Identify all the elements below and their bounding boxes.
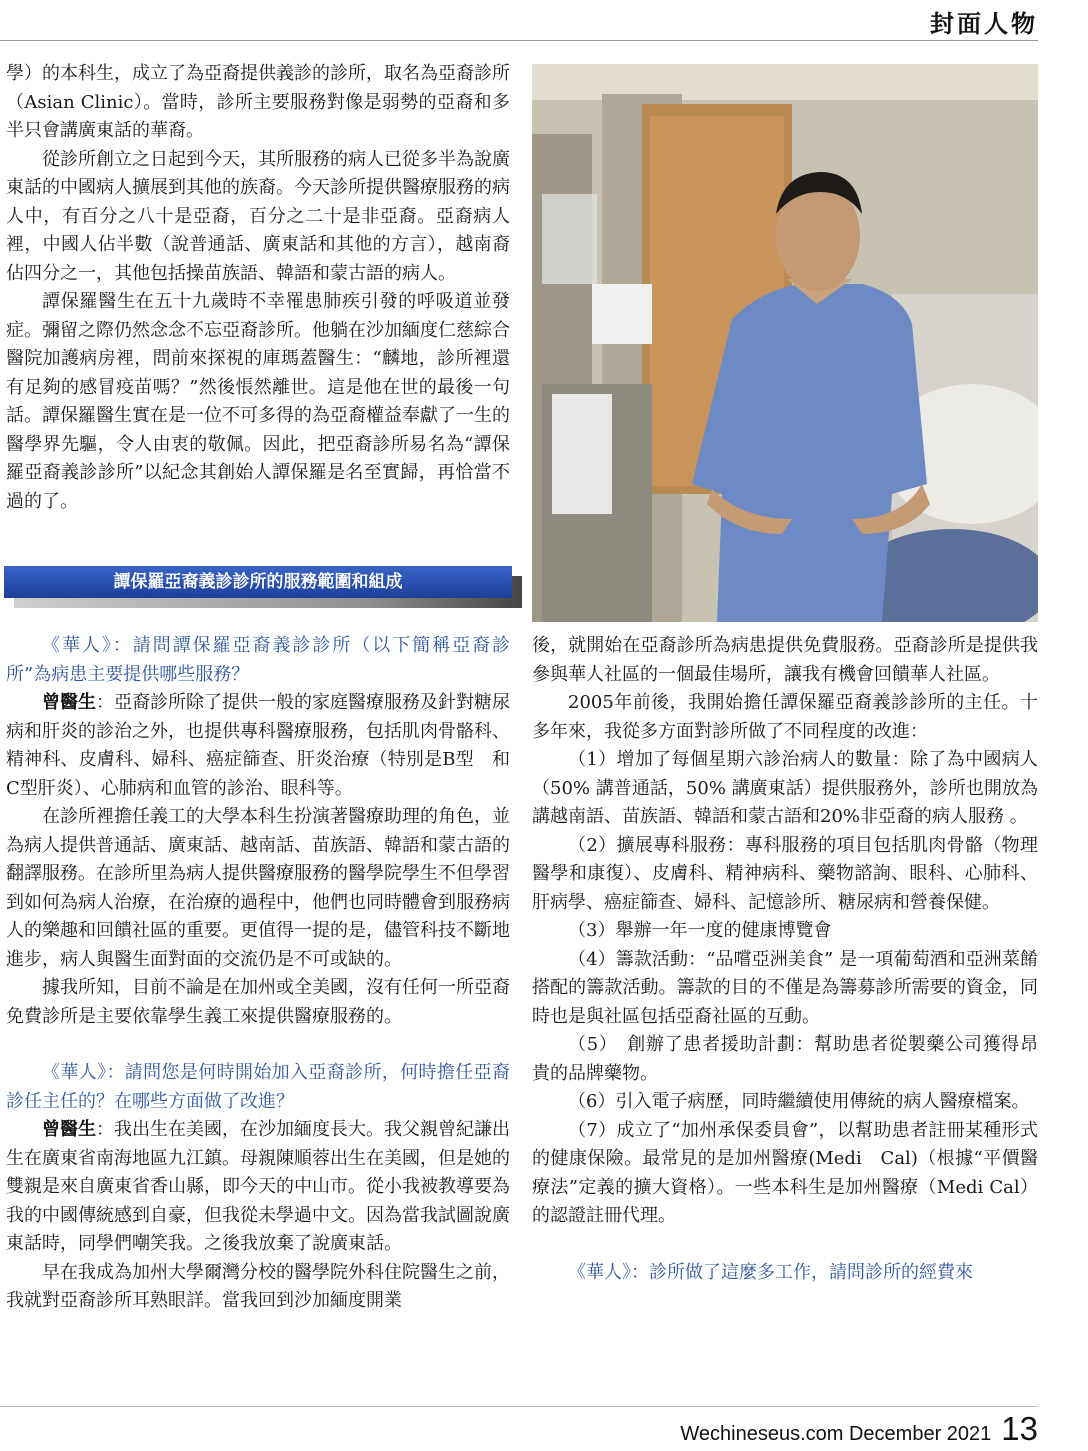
improvement-item: （3）舉辦一年一度的健康博覽會 (568, 920, 832, 941)
improvement-item: （2）擴展專科服務：專科服務的項目包括肌肉骨骼（物理醫學和康復）、皮膚科、精神病科、藥物諮詢、眼科、心肺科、肝病學、癌症篩查、婦科、記憶診所、糖尿病和營養保健。 (532, 834, 1038, 913)
answer-2 (6, 1116, 510, 1259)
question-1: 《華人》：請問譚保羅亞裔義診診所（以下簡稱亞裔診所”為病患主要提供哪些服務？ (6, 635, 510, 685)
intro-paragraph-3: 譚保羅醫生在五十九歲時不幸罹患肺疾引發的呼吸道並發症。彌留之際仍然念念不忘亞裔診所。他躺在沙加緬度仁慈綜合醫院加護病房裡，問前來探視的庫瑪蓋醫生：“麟地，診所裡還有足夠的感冒疫苗嗎？”然後悵然離世。這是他在世的最後一句話。譚保羅醫生實在是一位不可多得的為亞裔權益奉獻了一生的醫學界先驅，令人由衷的敬佩。因此，把亞裔診所易名為“譚保羅亞裔義診診所”以紀念其創始人譚保羅是名至實歸，再恰當不過的了。 (6, 291, 510, 512)
speaker-name: 曾醫生 (42, 692, 96, 713)
top-divider (0, 40, 1038, 41)
improvement-item: （4）籌款活動：“品嚐亞洲美食” 是一項葡萄酒和亞洲菜餚搭配的籌款活動。籌款的目的不僅是為籌募診所需要的資金，同時也是與社區包括亞裔社區的互動。 (532, 948, 1038, 1027)
section-banner-title: 譚保羅亞裔義診診所的服務範圍和組成 (4, 566, 512, 598)
footer-site-date: Wechineseus.com December 2021 (680, 1423, 992, 1445)
intro-paragraph-1: 學）的本科生，成立了為亞裔提供義診的診所，取名為亞裔診所（Asian Clinic）。當時，診所主要服務對像是弱勢的亞裔和多半只會講廣東話的華裔。 (6, 63, 510, 141)
doctor-photo-illustration (532, 64, 1038, 622)
improvement-item: （6）引入電子病歷，同時繼續使用傳統的病人醫療檔案。 (568, 1091, 1030, 1112)
paragraph: 在診所裡擔任義工的大學本科生扮演著醫療助理的角色，並為病人提供普通話、廣東話、越南話、苗族語、韓語和蒙古語的翻譯服務。在診所里為病人提供醫療服務的醫學院學生不但學習到如何為病人治療，在治療的過程中，他們也同時體會到服務病人的樂趣和回饋社區的重要。更值得一提的是，儘管科技不斷地進步，病人與醫生面對面的交流仍是不可或缺的。 (6, 806, 510, 970)
answer-2-text: ：我出生在美國，在沙加緬度長大。我父親曾紀謙出生在廣東省南海地區九江鎮。母親陳順蓉出生在美國，但是她的雙親是來自廣東省香山縣，即今天的中山市。從小我被教導要為我的中國傳統感到自豪，但我從未學過中文。因為當我試圖說廣東話時，同學們嘲笑我。之後我放棄了說廣東話。 (6, 1119, 510, 1254)
question-3: 《華人》：診所做了這麼多工作，請問診所的經費來 (568, 1261, 973, 1283)
footer (680, 1410, 1038, 1448)
intro-paragraph-2: 從診所創立之日起到今天，其所服務的病人已從多半為說廣東話的中國病人擴展到其他的族裔。今天診所提供醫療服務的病人中，有百分之八十是亞裔，百分之二十是非亞裔。亞裔病人裡，中國人佔半數（說普通話、廣東話和其他的方言），越南裔佔四分之一，其他包括操苗族語、韓語和蒙古語的病人。 (6, 148, 510, 284)
paragraph: 據我所知，目前不論是在加州或全美國，沒有任何一所亞裔免費診所是主要依靠學生義工來提供醫療服務的。 (6, 977, 510, 1027)
speaker-name: 曾醫生 (42, 1119, 96, 1140)
right-column (532, 632, 1038, 1287)
paragraph: 後，就開始在亞裔診所為病患提供免費服務。亞裔診所是提供我參與華人社區的一個最佳場所，讓我有機會回饋華人社區。 (532, 635, 1038, 685)
footer-divider (0, 1406, 1038, 1407)
improvement-item: （1）增加了每個星期六診治病人的數量：除了為中國病人（50% 講普通話，50% 講廣東話）提供服務外，診所也開放為講越南語、苗族語、韓語和蒙古語和20%非亞裔的病人服務 。 (532, 749, 1038, 827)
answer-1 (6, 689, 510, 803)
section-banner (4, 566, 524, 610)
left-column (6, 632, 510, 1316)
answer-1-text: ：亞裔診所除了提供一般的家庭醫療服務及針對糖尿病和肝炎的診治之外，也提供專科醫療服務，包括肌肉骨骼科、精神科、皮膚科、婦科、癌症篩查、肝炎治療（特別是B型 和C型肝炎）、心肺病和血管的診治、眼科等。 (6, 692, 510, 799)
section-label: 封面人物 (930, 9, 1038, 38)
improvement-item: （5） 創辦了患者援助計劃：幫助患者從製藥公司獲得昂貴的品牌藥物。 (532, 1034, 1038, 1084)
page-number: 13 (1001, 1410, 1038, 1447)
question-2: 《華人》：請問您是何時開始加入亞裔診所，何時擔任亞裔診任主任的？在哪些方面做了改進？ (6, 1062, 510, 1112)
intro-column (6, 60, 510, 516)
improvement-item: （7）成立了“加州承保委員會”，以幫助患者註冊某種形式的健康保險。最常見的是加州醫療(Medi Cal)（根據“平價醫療法”定義的擴大資格）。一些本科生是加州醫療（Medi Cal）的認證註冊代理。 (532, 1119, 1038, 1226)
doctor-photo (532, 64, 1038, 622)
paragraph: 早在我成為加州大學爾灣分校的醫學院外科住院醫生之前，我就對亞裔診所耳熟眼詳。當我回到沙加緬度開業 (6, 1261, 510, 1311)
paragraph: 2005年前後，我開始擔任譚保羅亞裔義診診所的主任。十多年來，我從多方面對診所做了不同程度的改進： (532, 692, 1038, 742)
